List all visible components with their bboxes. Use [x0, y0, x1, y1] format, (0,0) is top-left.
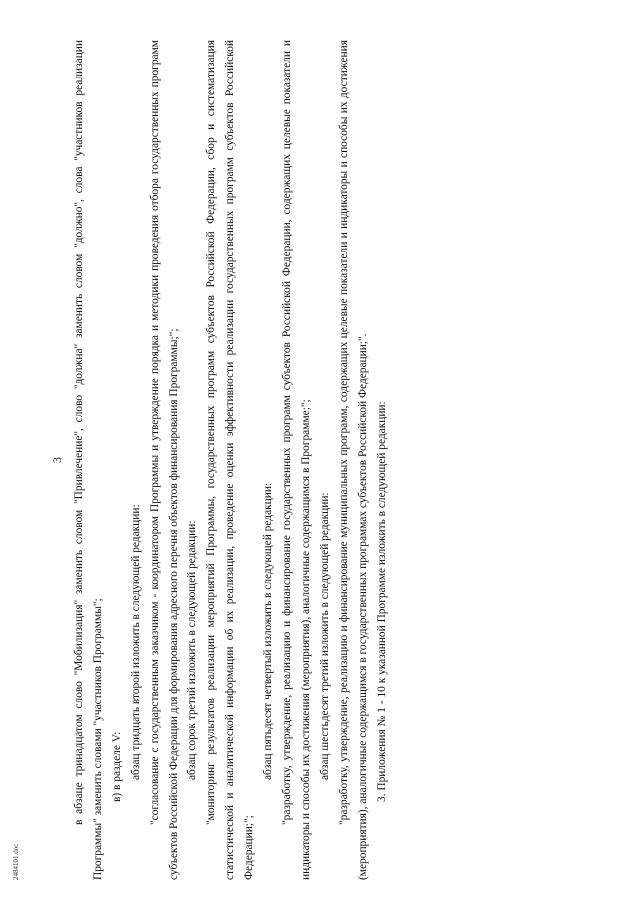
paragraph: абзац пятьдесят четвертый изложить в следующей редакции:	[262, 482, 275, 780]
paragraph: "разработку, утверждение, реализацию и финансирование государственных программ субъектов Российской Федерации, содержащих целевые показатели и индикаторы и способы их достижения (мероприятия), аналогичные содержащимся в Программе;";	[280, 40, 312, 880]
document-body	[70, 40, 391, 880]
paragraph: абзац сорок третий изложить в следующей редакции:	[186, 520, 199, 780]
paragraph: в) в разделе V:	[110, 731, 123, 802]
paragraph: в абзаце тринадцатом слово "Мобилизация" заменить словом "Привлечение", слово "должна" заменить словом "должно", слова "участников реализации Программы" заменить словами "участников Программы";	[73, 40, 104, 880]
page-number: 3	[50, 457, 64, 463]
paragraph: 3. Приложения № 1 - 10 к указанной Программе изложить в следующей редакции:	[375, 401, 388, 802]
paragraph: "разработку, утверждение, реализацию и финансирование муниципальных программ, содержащих целевые показатели и индикаторы и способы их достижения (мероприятия), аналогичные содержащимся в государственных программах субъектов Российской Федерации;".	[337, 40, 369, 880]
paragraph: абзац тридцать второй изложить в следующей редакции:	[129, 504, 142, 780]
file-footer: 2484101.doc	[12, 843, 20, 880]
paragraph: "мониторинг результатов реализации мероприятий Программы, государственных программ субъектов Российской Федерации, сбор и систематизация статистической и аналитической информации об их реализации, проведение оценки эффективности реализации государственных программ субъектов Российской Федерации;";	[205, 40, 256, 880]
rotated-content	[48, 40, 468, 880]
paragraph: абзац шестьдесят третий изложить в следующей редакции:	[318, 492, 331, 780]
paragraph: "согласование с государственным заказчиком - координатором Программы и утверждение порядка и методики проведения отбора государственных программ субъектов Российской Федерации для формирования адресного перечня объектов финансирования Программы;";	[148, 40, 180, 880]
